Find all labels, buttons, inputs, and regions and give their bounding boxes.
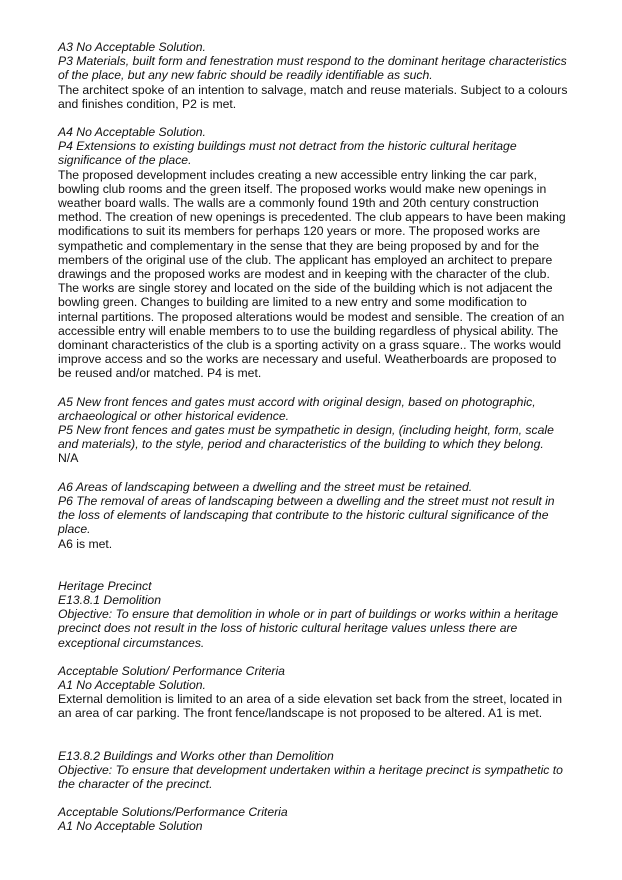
criteria-heading: Acceptable Solutions/Performance Criteria [58, 805, 288, 820]
a1-heading: A1 No Acceptable Solution. [58, 677, 206, 692]
p5-criterion: P5 New front fences and gates must be sympathetic in design, (including height, form, scale and materials), to the style, period and characteristics of the building to which they belong. [58, 423, 554, 452]
e1382-heading: E13.8.2 Buildings and Works other than Demolition [58, 748, 334, 763]
a1-assessment: External demolition is limited to an area of a side elevation set back from the street, located in an area of car parking. The front fence/landscape is not proposed to be altered. A1 is met. [58, 692, 563, 721]
section-a4 [58, 125, 568, 381]
a5-criterion: A5 New front fences and gates must accord with original design, based on photographic, archaeological or other historical evidence. [58, 394, 536, 423]
e1381-objective: Objective: To ensure that demolition in whole or in part of buildings or works within a heritage precinct does not result in the loss of historic cultural heritage values unless there are exceptional circumstances. [58, 607, 559, 650]
a4-heading: A4 No Acceptable Solution. [58, 125, 206, 140]
criteria-heading: Acceptable Solution/ Performance Criteria [58, 663, 285, 678]
a6-criterion: A6 Areas of landscaping between a dwelling and the street must be retained. [58, 479, 473, 494]
spacer [58, 381, 568, 395]
spacer [58, 551, 568, 579]
p4-assessment: The proposed development includes creating a new accessible entry linking the car park, bowling club rooms and the green itself. The proposed works would make new openings in weather board walls. The walls are a commonly found 19th and 20th century construction method. The creation of new openings is precedented. The club appears to have been making modifications to suit its members for perhaps 120 years or more. The proposed works are sympathetic and complementary in the sense that they are being proposed by and for the members of the original use of the club. The applicant has employed an architect to prepare drawings and the proposed works are modest and in keeping with the character of the club. The works are single storey and located on the side of the building which is not adjacent the bowling green. Changes to building are limited to a new entry and some modification to internal partitions. The proposed alterations would be modest and sensible. The creation of an accessible entry will enable members to to use the building regardless of physical ability. The dominant characteristics of the club is a sporting activity on a grass square.. The works would improve access and so the works are necessary and useful. Weatherboards are proposed to be reused and/or matched. P4 is met. [58, 167, 566, 381]
spacer [58, 466, 568, 480]
p3-criterion: P3 Materials, built form and fenestration must respond to the dominant heritage characteristics of the place, but any new fabric should be readily identifiable as such. [58, 54, 567, 83]
p6-criterion: P6 The removal of areas of landscaping between a dwelling and the street must not result in the loss of elements of landscaping that contribute to the historic cultural significance of the place. [58, 493, 555, 537]
section-e1381-criteria [58, 664, 568, 721]
p4-criterion: P4 Extensions to existing buildings must not detract from the historic cultural heritage significance of the place. [58, 139, 517, 168]
spacer [58, 791, 568, 805]
section-e1382-criteria [58, 805, 568, 833]
p3-assessment: The architect spoke of an intention to salvage, match and reuse materials. Subject to a colours and finishes condition, P2 is met. [58, 82, 568, 111]
section-e1382 [58, 749, 568, 792]
e1382-objective: Objective: To ensure that development undertaken within a heritage precinct is sympathetic to the character of the precinct. [58, 762, 563, 791]
spacer [58, 721, 568, 749]
a6-assessment: A6 is met. [58, 536, 113, 551]
section-a5 [58, 395, 568, 466]
document-page [58, 40, 568, 834]
a3-heading: A3 No Acceptable Solution. [58, 40, 206, 54]
a1-heading: A1 No Acceptable Solution [58, 819, 203, 834]
section-heritage-precinct [58, 579, 568, 650]
e1381-heading: E13.8.1 Demolition [58, 592, 161, 607]
spacer [58, 650, 568, 664]
precinct-heading: Heritage Precinct [58, 578, 152, 593]
p5-assessment: N/A [58, 451, 79, 466]
spacer [58, 111, 568, 125]
section-a3 [58, 40, 568, 111]
section-a6 [58, 480, 568, 551]
